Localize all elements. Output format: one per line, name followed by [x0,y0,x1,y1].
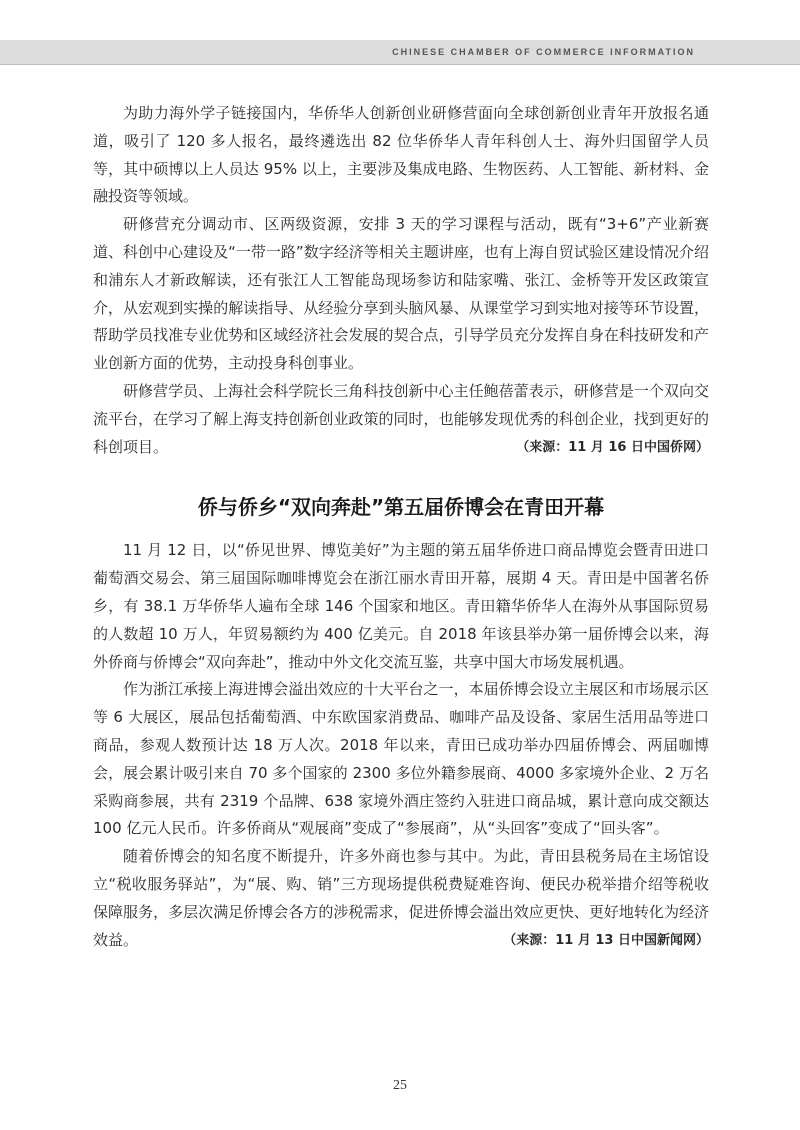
article-1-source: （来源：11 月 16 日中国侨网） [516,439,709,455]
page-number: 25 [393,1078,407,1093]
article-2-paragraph: 作为浙江承接上海进博会溢出效应的十大平台之一，本届侨博会设立主展区和市场展示区等 6 大展区，展品包括葡萄酒、中东欧国家消费品、咖啡产品及设备、家居生活用品等进口商品，参观人数预计达 18 万人次。2018 年以来，青田已成功举办四届侨博会、两届咖博会，展会累计吸引来自 70 多个国家的 2300 多位外籍参展商、4000 多家境外企业、2 万名采购商参展，共有 2319 个品牌、638 家境外酒庄签约入驻进口商品城，累计意向成交额达 100 亿元人民币。许多侨商从“观展商”变成了“参展商”，从“头回客”变成了“回头客”。 [93,680,709,838]
article-2-title: 侨与侨乡“双向奔赴”第五届侨博会在青田开幕 [197,495,605,520]
running-title: CHINESE CHAMBER OF COMMERCE INFORMATION [392,47,695,57]
page-content [93,100,709,954]
article-1-paragraph: 研修营学员、上海社会科学院长三角科技创新中心主任鲍蓓蕾表示，研修营是一个双向交流平台，在学习了解上海支持创新创业政策的同时，也能够发现优秀的科创企业，找到更好的科创项目。 [93,381,709,456]
article-2-paragraph: 随着侨博会的知名度不断提升，许多外商也参与其中。为此，青田县税务局在主场馆设立“税收服务驿站”，为“展、购、销”三方现场提供税费疑难咨询、便民办税举措介绍等税收保障服务，多层次满足侨博会各方的涉税需求，促进侨博会溢出效应更快、更好地转化为经济效益。 [93,847,709,949]
article-2 [93,493,709,954]
article-2-paragraph: 11 月 12 日，以“侨见世界、博览美好”为主题的第五届华侨进口商品博览会暨青田进口葡萄酒交易会、第三届国际咖啡博览会在浙江丽水青田开幕，展期 4 天。青田是中国著名侨乡，有 38.1 万华侨华人遍布全球 146 个国家和地区。青田籍华侨华人在海外从事国际贸易的人数超 10 万人，年贸易额约为 400 亿美元。自 2018 年该县举办第一届侨博会以来，海外侨商与侨博会“双向奔赴”，推动中外文化交流互鉴，共享中国大市场发展机遇。 [93,541,709,671]
header-rule [0,64,800,65]
article-1-paragraph: 为助力海外学子链接国内，华侨华人创新创业研修营面向全球创新创业青年开放报名通道，吸引了 120 多人报名，最终遴选出 82 位华侨华人青年科创人士、海外归国留学人员等，其中硕博以上人员达 95% 以上，主要涉及集成电路、生物医药、人工智能、新材料、金融投资等领域。 [93,104,709,206]
article-2-source: （来源：11 月 13 日中国新闻网） [503,932,709,948]
article-1-paragraph: 研修营充分调动市、区两级资源，安排 3 天的学习课程与活动，既有“3+6”产业新赛道、科创中心建设及“一带一路”数字经济等相关主题讲座，也有上海自贸试验区建设情况介绍和浦东人才新政解读，还有张江人工智能岛现场参访和陆家嘴、张江、金桥等开发区政策宣介，从宏观到实操的解读指导、从经验分享到头脑风暴、从课堂学习到实地对接等环节设置，帮助学员找准专业优势和区域经济社会发展的契合点，引导学员充分发挥自身在科技研发和产业创新方面的优势，主动投身科创事业。 [93,215,709,373]
article-1 [93,100,709,461]
